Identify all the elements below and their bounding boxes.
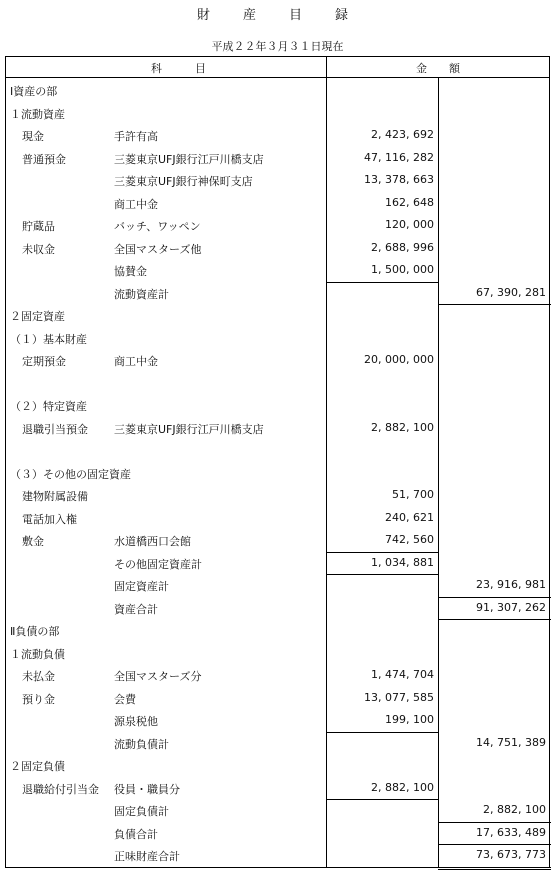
cell-c0: （１）基本財産	[10, 332, 87, 346]
table-row	[6, 124, 549, 147]
cell-c2: 協賛金	[114, 265, 147, 278]
cell-c2: 全国マスターズ分	[114, 670, 202, 683]
rule-line	[326, 732, 438, 733]
document-title: 財 産 目 録	[196, 8, 358, 23]
cell-c4: 14, 751, 389	[476, 735, 546, 749]
cell-c4: 73, 673, 773	[476, 848, 546, 861]
cell-c2: 商工中金	[114, 355, 158, 368]
cell-c1: 退職引当預金	[22, 422, 88, 436]
table-row	[6, 687, 549, 710]
table-header	[6, 57, 549, 78]
cell-c3: 120, 000	[385, 218, 434, 231]
rule-line	[438, 844, 551, 845]
header-subject: 科 目	[151, 62, 206, 75]
table-row	[6, 597, 549, 620]
table-row	[6, 709, 549, 732]
cell-c0: （２）特定資産	[10, 400, 87, 413]
table-row	[6, 282, 549, 305]
table-row	[6, 574, 549, 597]
table-row	[6, 619, 549, 642]
cell-c3: 2, 882, 100	[371, 780, 434, 794]
table-row	[6, 732, 549, 755]
rule-line	[438, 822, 551, 823]
cell-c3: 20, 000, 000	[364, 353, 434, 366]
cell-c0: １流動資産	[10, 107, 65, 121]
table-row	[6, 777, 549, 800]
table-row	[6, 349, 549, 372]
cell-c4: 91, 307, 262	[476, 600, 546, 614]
cell-c3: 47, 116, 282	[364, 150, 434, 164]
document-date: 平成２２年３月３１日現在	[211, 40, 344, 53]
cell-c3: 742, 560	[385, 533, 434, 546]
cell-c2: 全国マスターズ他	[114, 242, 202, 256]
table-row	[6, 192, 549, 215]
cell-c2: 固定資産計	[114, 580, 169, 593]
cell-c1: 電話加入権	[22, 512, 77, 526]
table-row	[6, 372, 549, 395]
asset-ledger-table	[5, 56, 550, 868]
cell-c0: （３）その他の固定資産	[10, 467, 131, 481]
cell-c3: 2, 423, 692	[371, 128, 434, 141]
cell-c3: 13, 378, 663	[364, 173, 434, 186]
table-row	[6, 799, 549, 822]
cell-c2: 三菱東京UFJ銀行神保町支店	[114, 175, 253, 188]
table-row	[6, 259, 549, 282]
cell-c2: バッチ、ワッペン	[114, 220, 201, 233]
table-row	[6, 304, 549, 327]
table-row	[6, 169, 549, 192]
cell-c2: 資産合計	[114, 602, 158, 616]
cell-c3: 1, 500, 000	[371, 263, 434, 276]
rule-line	[326, 574, 438, 575]
header-amount: 金 額	[416, 62, 460, 75]
rule-line	[326, 282, 438, 283]
cell-c3: 199, 100	[385, 713, 434, 726]
rule-line	[438, 867, 551, 870]
cell-c1: 普通預金	[22, 152, 66, 166]
rule-line	[326, 799, 438, 800]
cell-c2: 正味財産合計	[114, 850, 180, 863]
table-row	[6, 147, 549, 170]
table-row	[6, 394, 549, 417]
table-row	[6, 417, 549, 440]
cell-c3: 2, 688, 996	[371, 240, 434, 254]
cell-c2: 会費	[114, 692, 136, 706]
cell-c0: ２固定資産	[10, 310, 65, 323]
table-row	[6, 102, 549, 125]
table-row	[6, 462, 549, 485]
cell-c2: 三菱東京UFJ銀行江戸川橋支店	[114, 422, 264, 436]
cell-c2: その他固定資産計	[114, 557, 202, 571]
cell-c1: 未払金	[22, 670, 55, 683]
cell-c2: 固定負債計	[114, 805, 169, 818]
cell-c2: 流動負債計	[114, 737, 169, 751]
cell-c0: ２固定負債	[10, 760, 65, 773]
cell-c4: 2, 882, 100	[483, 803, 546, 816]
cell-c3: 13, 077, 585	[364, 690, 434, 704]
cell-c4: 23, 916, 981	[476, 578, 546, 591]
table-row	[6, 552, 549, 575]
cell-c3: 51, 700	[392, 488, 434, 501]
cell-c1: 退職給付引当金	[22, 782, 99, 796]
cell-c2: 水道橋西口会館	[114, 535, 191, 548]
cell-c1: 未収金	[22, 242, 55, 256]
table-row	[6, 529, 549, 552]
cell-c1: 敷金	[22, 535, 44, 548]
cell-c3: 1, 474, 704	[371, 668, 434, 681]
cell-c2: 役員・職員分	[114, 782, 180, 796]
table-row	[6, 79, 549, 102]
cell-c0: Ⅰ資産の部	[10, 85, 58, 98]
cell-c3: 2, 882, 100	[371, 420, 434, 434]
cell-c4: 17, 633, 489	[476, 825, 546, 839]
table-row	[6, 754, 549, 777]
cell-c2: 流動資産計	[114, 287, 169, 301]
table-row	[6, 484, 549, 507]
cell-c1: 預り金	[22, 692, 55, 706]
table-row	[6, 664, 549, 687]
cell-c2: 商工中金	[114, 197, 158, 211]
rule-line	[438, 597, 551, 598]
cell-c1: 建物附属設備	[22, 490, 88, 503]
cell-c4: 67, 390, 281	[476, 285, 546, 299]
rule-line	[438, 619, 551, 620]
cell-c0: Ⅱ負債の部	[10, 625, 60, 638]
cell-c3: 240, 621	[385, 510, 434, 524]
rule-line	[438, 304, 551, 305]
cell-c2: 三菱東京UFJ銀行江戸川橋支店	[114, 152, 264, 166]
table-row	[6, 642, 549, 665]
table-row	[6, 507, 549, 530]
cell-c2: 手許有高	[114, 130, 158, 143]
table-row	[6, 844, 549, 867]
cell-c2: 源泉税他	[114, 715, 158, 728]
cell-c1: 貯蔵品	[22, 220, 55, 233]
cell-c0: １流動負債	[10, 647, 65, 661]
rule-line	[326, 552, 438, 553]
table-row	[6, 214, 549, 237]
cell-c2: 負債合計	[114, 827, 158, 841]
table-row	[6, 237, 549, 260]
cell-c1: 定期預金	[22, 355, 66, 368]
cell-c3: 1, 034, 881	[371, 555, 434, 569]
table-row	[6, 439, 549, 462]
cell-c1: 現金	[22, 130, 44, 143]
table-row	[6, 822, 549, 845]
table-row	[6, 327, 549, 350]
cell-c3: 162, 648	[385, 195, 434, 209]
